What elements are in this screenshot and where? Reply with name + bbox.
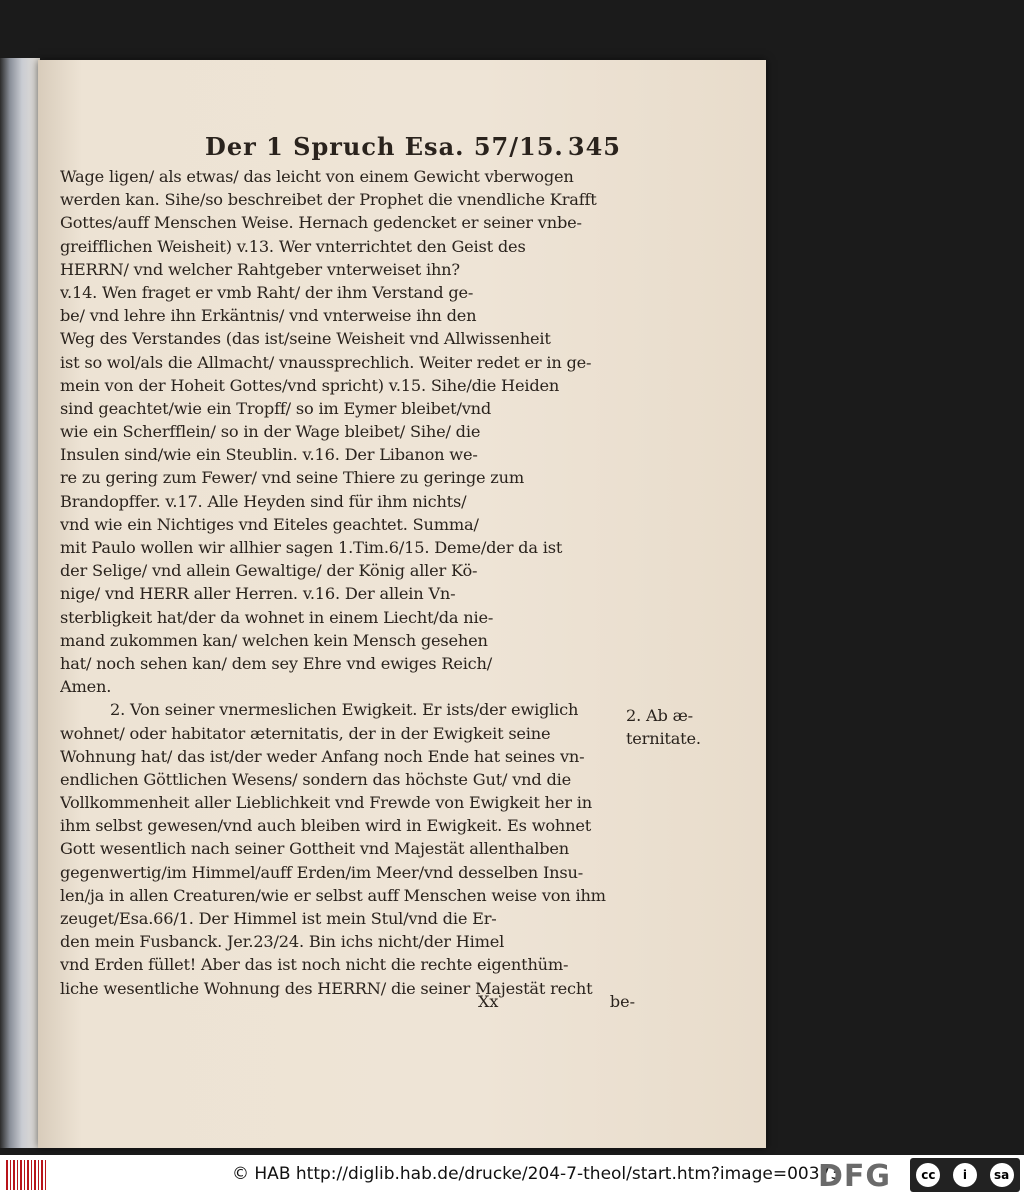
text-line: mein von der Hoheit Gottes/vnd spricht) v.15. Sihe/die Heiden (60, 375, 560, 395)
text-line: sterbligkeit hat/der da wohnet in einem Liecht/da nie- (60, 607, 494, 627)
page-number: 345 (567, 132, 621, 161)
text-line: hat/ noch sehen kan/ dem sey Ehre vnd ewiges Reich/ (60, 653, 493, 673)
book-page (38, 60, 766, 1148)
text-line: gegenwertig/im Himmel/auff Erden/im Meer/vnd desselben Insu- (60, 862, 583, 882)
text-line: HERRN/ vnd welcher Rahtgeber vnterweiset ihn? (60, 259, 460, 279)
text-line: Insulen sind/wie ein Steublin. v.16. Der Libanon we- (60, 445, 478, 465)
running-head (60, 132, 635, 161)
text-line: Wage ligen/ als etwas/ das leicht von einem Gewicht vberwogen (60, 167, 574, 186)
text-line: ist so wol/als die Allmacht/ vnaussprechlich. Weiter redet er in ge- (60, 352, 592, 372)
text-line: 2. Von seiner vnermeslichen Ewigkeit. Er ists/der ewiglich (110, 700, 579, 720)
text-line: ihm selbst gewesen/vnd auch bleiben wird in Ewigkeit. Es wohnet (60, 816, 592, 836)
text-line: re zu gering zum Fewer/ vnd seine Thiere zu geringe zum (60, 468, 525, 488)
text-line: vnd wie ein Nichtiges vnd Eiteles geachtet. Summa/ (60, 514, 479, 534)
text-line: mit Paulo wollen wir allhier sagen 1.Tim.6/15. Deme/der da ist (60, 538, 563, 557)
marginal-note (626, 704, 736, 750)
text-block (60, 132, 635, 1000)
text-line: Weg des Verstandes (das ist/seine Weisheit vnd Allwissenheit (60, 329, 551, 349)
text-line: liche wesentliche Wohnung des HERRN/ die seiner Majestät recht (60, 978, 593, 998)
text-line: mand zukommen kan/ welchen kein Mensch gesehen (60, 630, 488, 650)
text-line: zeuget/Esa.66/1. Der Himmel ist mein Stul/vnd die Er- (60, 909, 497, 928)
marginal-note-line: ternitate. (626, 729, 701, 749)
catchword: be- (609, 992, 635, 1011)
text-line: be/ vnd lehre ihn Erkäntnis/ vnd vnterweise ihn den (60, 306, 477, 326)
barcode-icon (6, 1160, 48, 1190)
text-line: Gottes/auff Menschen Weise. Hernach gedencket er seiner vnbe- (60, 213, 582, 233)
text-lines (60, 165, 635, 1000)
text-line: den mein Fusbanck. Jer.23/24. Bin ichs nicht/der Himel (60, 932, 505, 952)
book-spine (0, 58, 40, 1148)
text-line: Amen. (60, 677, 112, 697)
text-line: Gott wesentlich nach seiner Gottheit vnd Majestät allenthalben (60, 839, 570, 859)
text-line: Vollkommenheit aller Lieblichkeit vnd Frewde von Ewigkeit her in (60, 793, 592, 813)
text-line: Wohnung hat/ das ist/der weder Anfang noch Ende hat seines vn- (60, 746, 585, 766)
marginal-note-line: 2. Ab æ- (626, 706, 693, 725)
license-badge[interactable] (910, 1158, 1020, 1192)
text-line: werden kan. Sihe/so beschreibet der Prophet die vnendliche Krafft (60, 190, 597, 210)
running-head-title: Der 1 Spruch Esa. 57/15. (205, 132, 564, 161)
text-line: nige/ vnd HERR aller Herren. v.16. Der allein Vn- (60, 584, 456, 604)
text-line: der Selige/ vnd allein Gewaltige/ der König aller Kö- (60, 561, 478, 581)
sa-icon: sa (990, 1163, 1014, 1187)
text-line: Brandopffer. v.17. Alle Heyden sind für ihm nichts/ (60, 491, 467, 511)
viewer-footer (0, 1155, 1024, 1195)
text-line: greifflichen Weisheit) v.13. Wer vnterrichtet den Geist des (60, 236, 526, 256)
dfg-logo: DFG (818, 1159, 892, 1194)
copyright-link[interactable]: © HAB http://diglib.hab.de/drucke/204-7-theol/start.htm?image=00373 (232, 1164, 842, 1184)
text-line: sind geachtet/wie ein Tropff/ so im Eymer bleibet/vnd (60, 398, 492, 418)
text-line: endlichen Göttlichen Wesens/ sondern das höchste Gut/ vnd die (60, 769, 572, 789)
by-icon: i (953, 1163, 977, 1187)
cc-icon: cc (916, 1163, 940, 1187)
text-line: vnd Erden füllet! Aber das ist noch nicht die rechte eigenthüm- (60, 955, 569, 975)
text-line: v.14. Wen fraget er vmb Raht/ der ihm Verstand ge- (60, 282, 474, 302)
text-line: wohnet/ oder habitator æternitatis, der in der Ewigkeit seine (60, 723, 551, 743)
signature-mark: Xx (478, 992, 499, 1011)
text-line: wie ein Scherfflein/ so in der Wage bleibet/ Sihe/ die (60, 422, 481, 442)
text-line: len/ja in allen Creaturen/wie er selbst auff Menschen weise von ihm (60, 885, 606, 905)
page-foot (60, 992, 635, 1016)
